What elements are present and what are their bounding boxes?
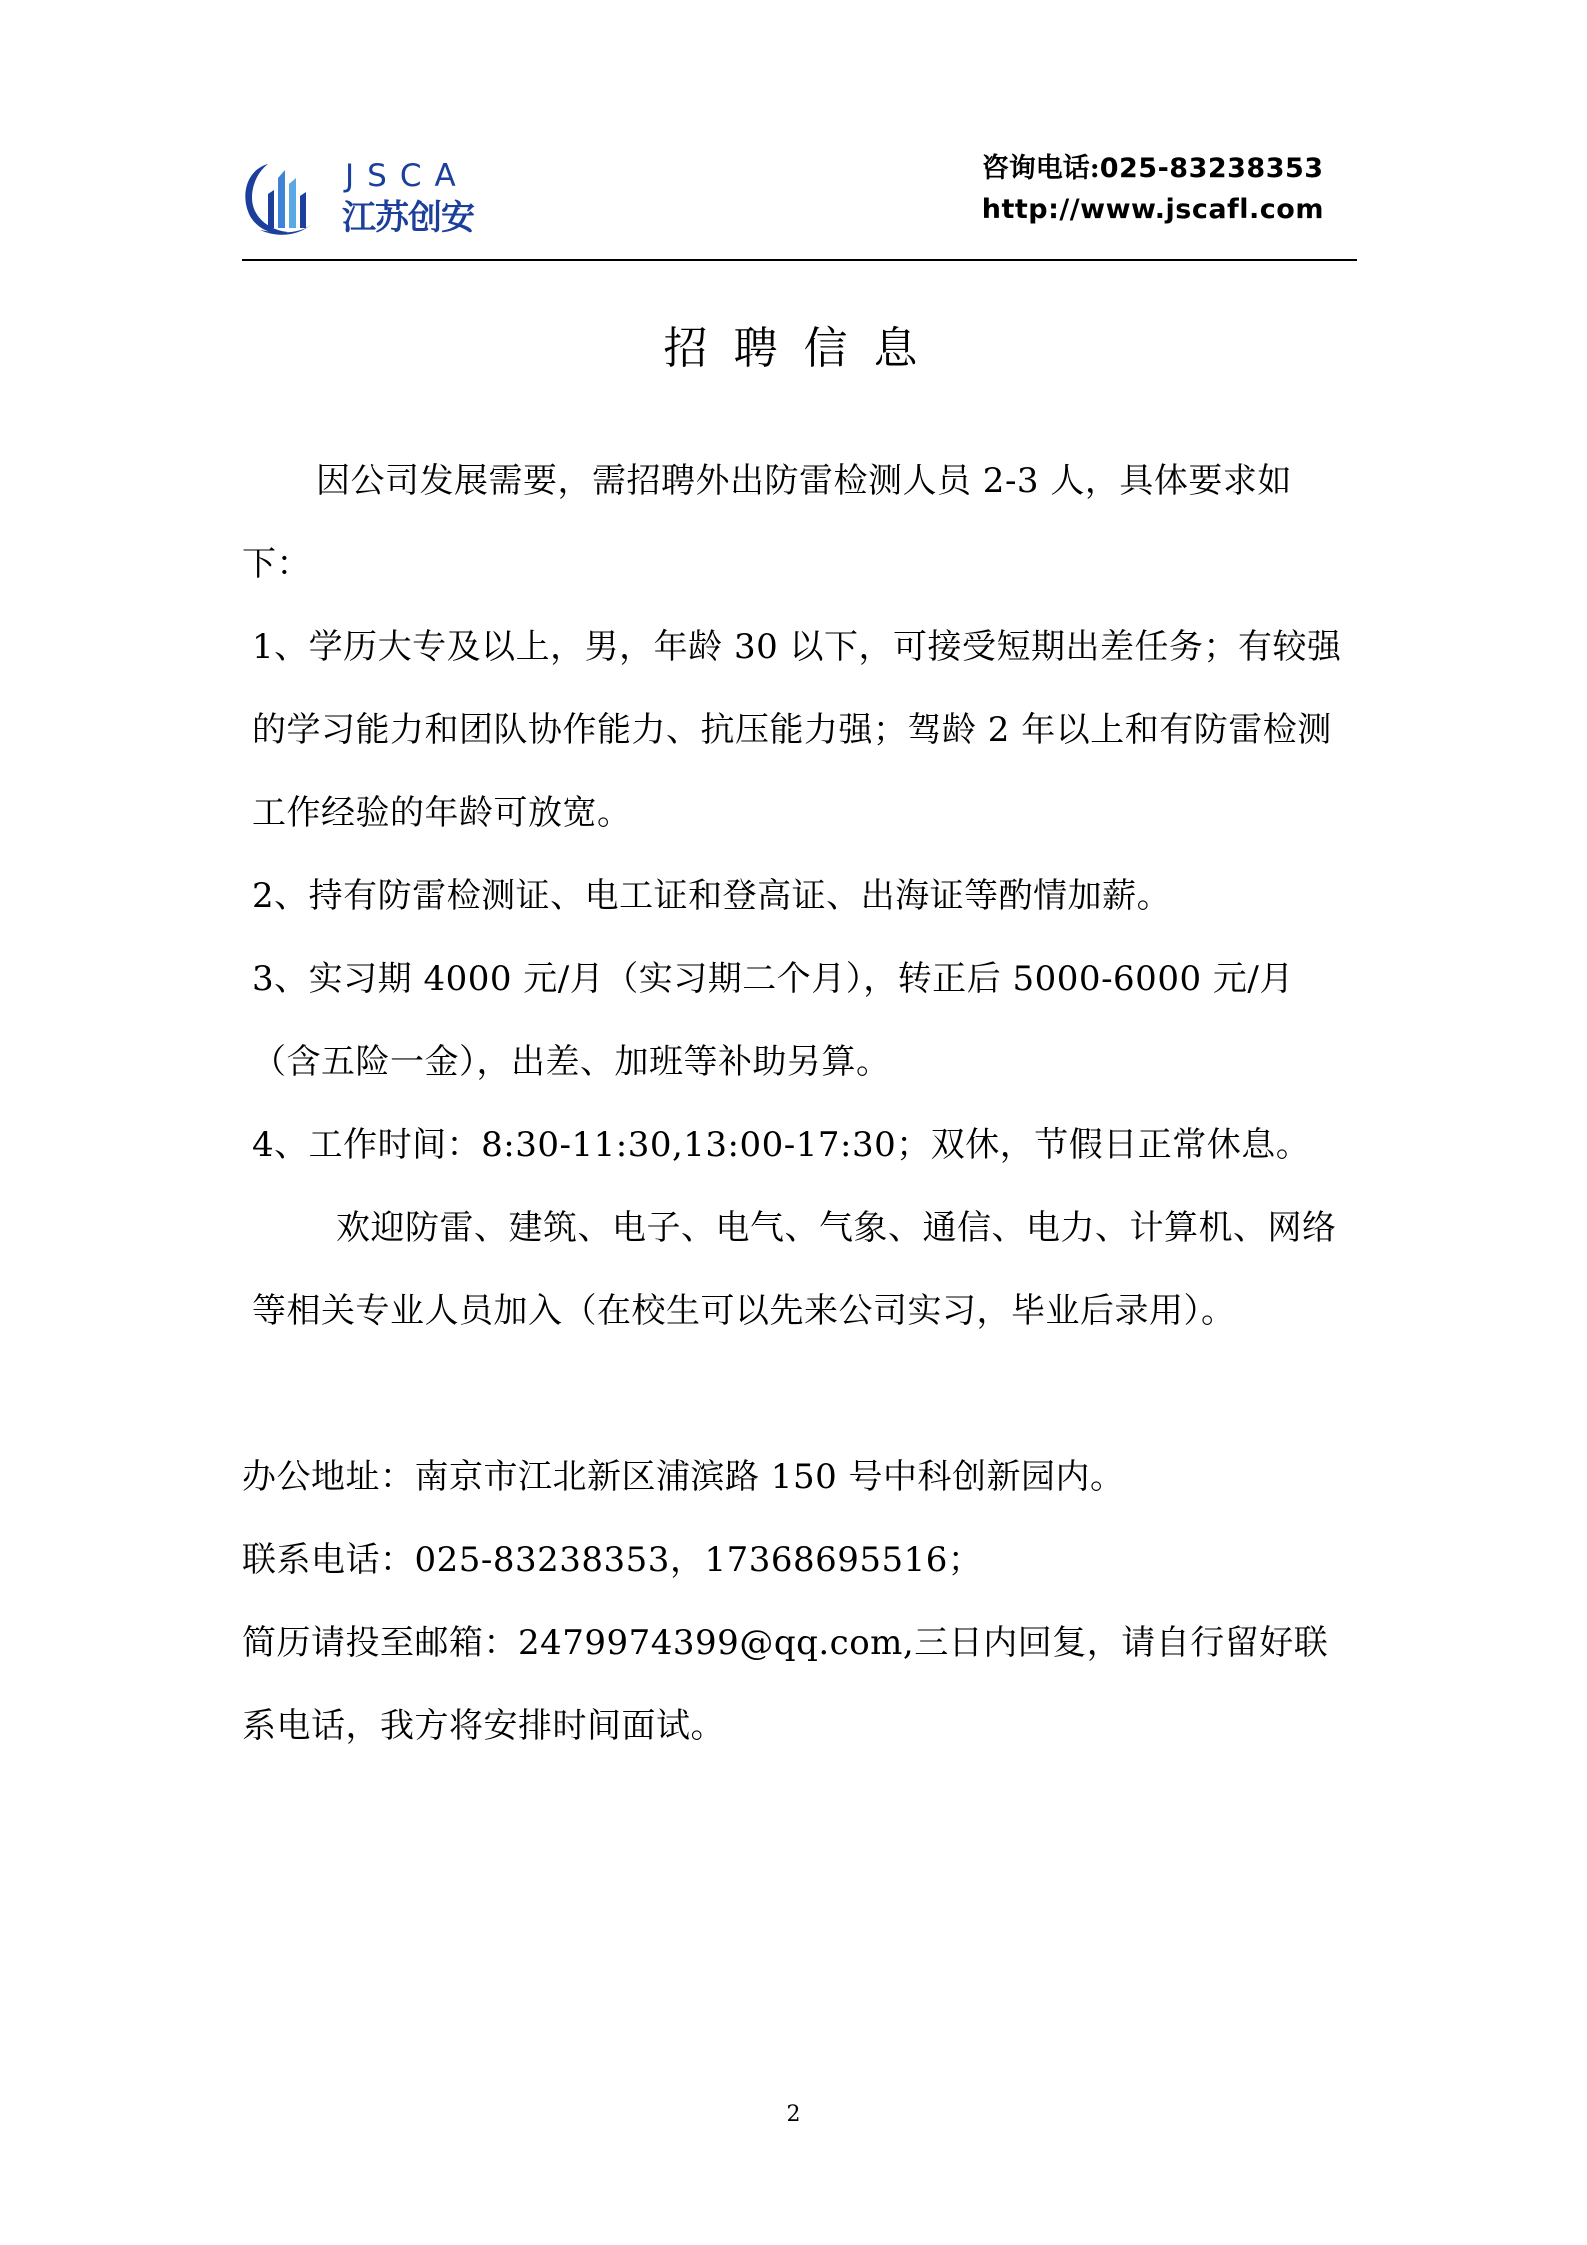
page-title: 招聘信息 (663, 323, 944, 374)
document-body (242, 440, 1359, 1768)
consult-phone-line (982, 148, 1324, 189)
requirement-item-1: 1、学历大专及以上，男，年龄 30 以下，可接受短期出差任务；有较强的学习能力和团队协作能力、抗压能力强；驾龄 2 年以上和有防雷检测工作经验的年龄可放宽。 (252, 627, 1342, 833)
consult-phone: 025-83238353 (1099, 153, 1324, 184)
logo-latin-text: JSCA (345, 158, 469, 194)
requirement-item-4: 4、工作时间：8:30-11:30,13:00-17:30；双休，节假日正常休息。 (252, 1125, 1311, 1165)
website-link[interactable]: http://www.jscafl.com (981, 194, 1324, 225)
website-line (982, 189, 1324, 230)
page-number: 2 (786, 2102, 801, 2127)
welcome-paragraph: 欢迎防雷、建筑、电子、电气、气象、通信、电力、计算机、网络等相关专业人员加入（在校生可以先来公司实习，毕业后录用）。 (252, 1208, 1337, 1331)
requirement-item-3: 3、实习期 4000 元/月（实习期二个月），转正后 5000-6000 元/月（含五险一金），出差、加班等补助另算。 (252, 959, 1294, 1082)
header-contact (982, 148, 1324, 230)
section-spacer (242, 1353, 1359, 1436)
header-divider (242, 259, 1357, 261)
resume-email: 简历请投至邮箱：2479974399@qq.com,三日内回复，请自行留好联系电话，我方将安排时间面试。 (242, 1623, 1329, 1746)
company-logo (238, 150, 498, 240)
requirement-item-2: 2、持有防雷检测证、电工证和登高证、出海证等酌情加薪。 (252, 876, 1172, 916)
intro-paragraph: 因公司发展需要，需招聘外出防雷检测人员 2-3 人，具体要求如下： (242, 461, 1292, 584)
office-address: 办公地址：南京市江北新区浦滨路 150 号中科创新园内。 (242, 1457, 1125, 1497)
logo-chinese-text: 江苏创安 (342, 198, 474, 238)
contact-phone: 联系电话：025-83238353，17368695516； (242, 1540, 983, 1580)
jsca-logo-icon (238, 150, 318, 240)
consult-label: 咨询电话: (981, 153, 1100, 184)
